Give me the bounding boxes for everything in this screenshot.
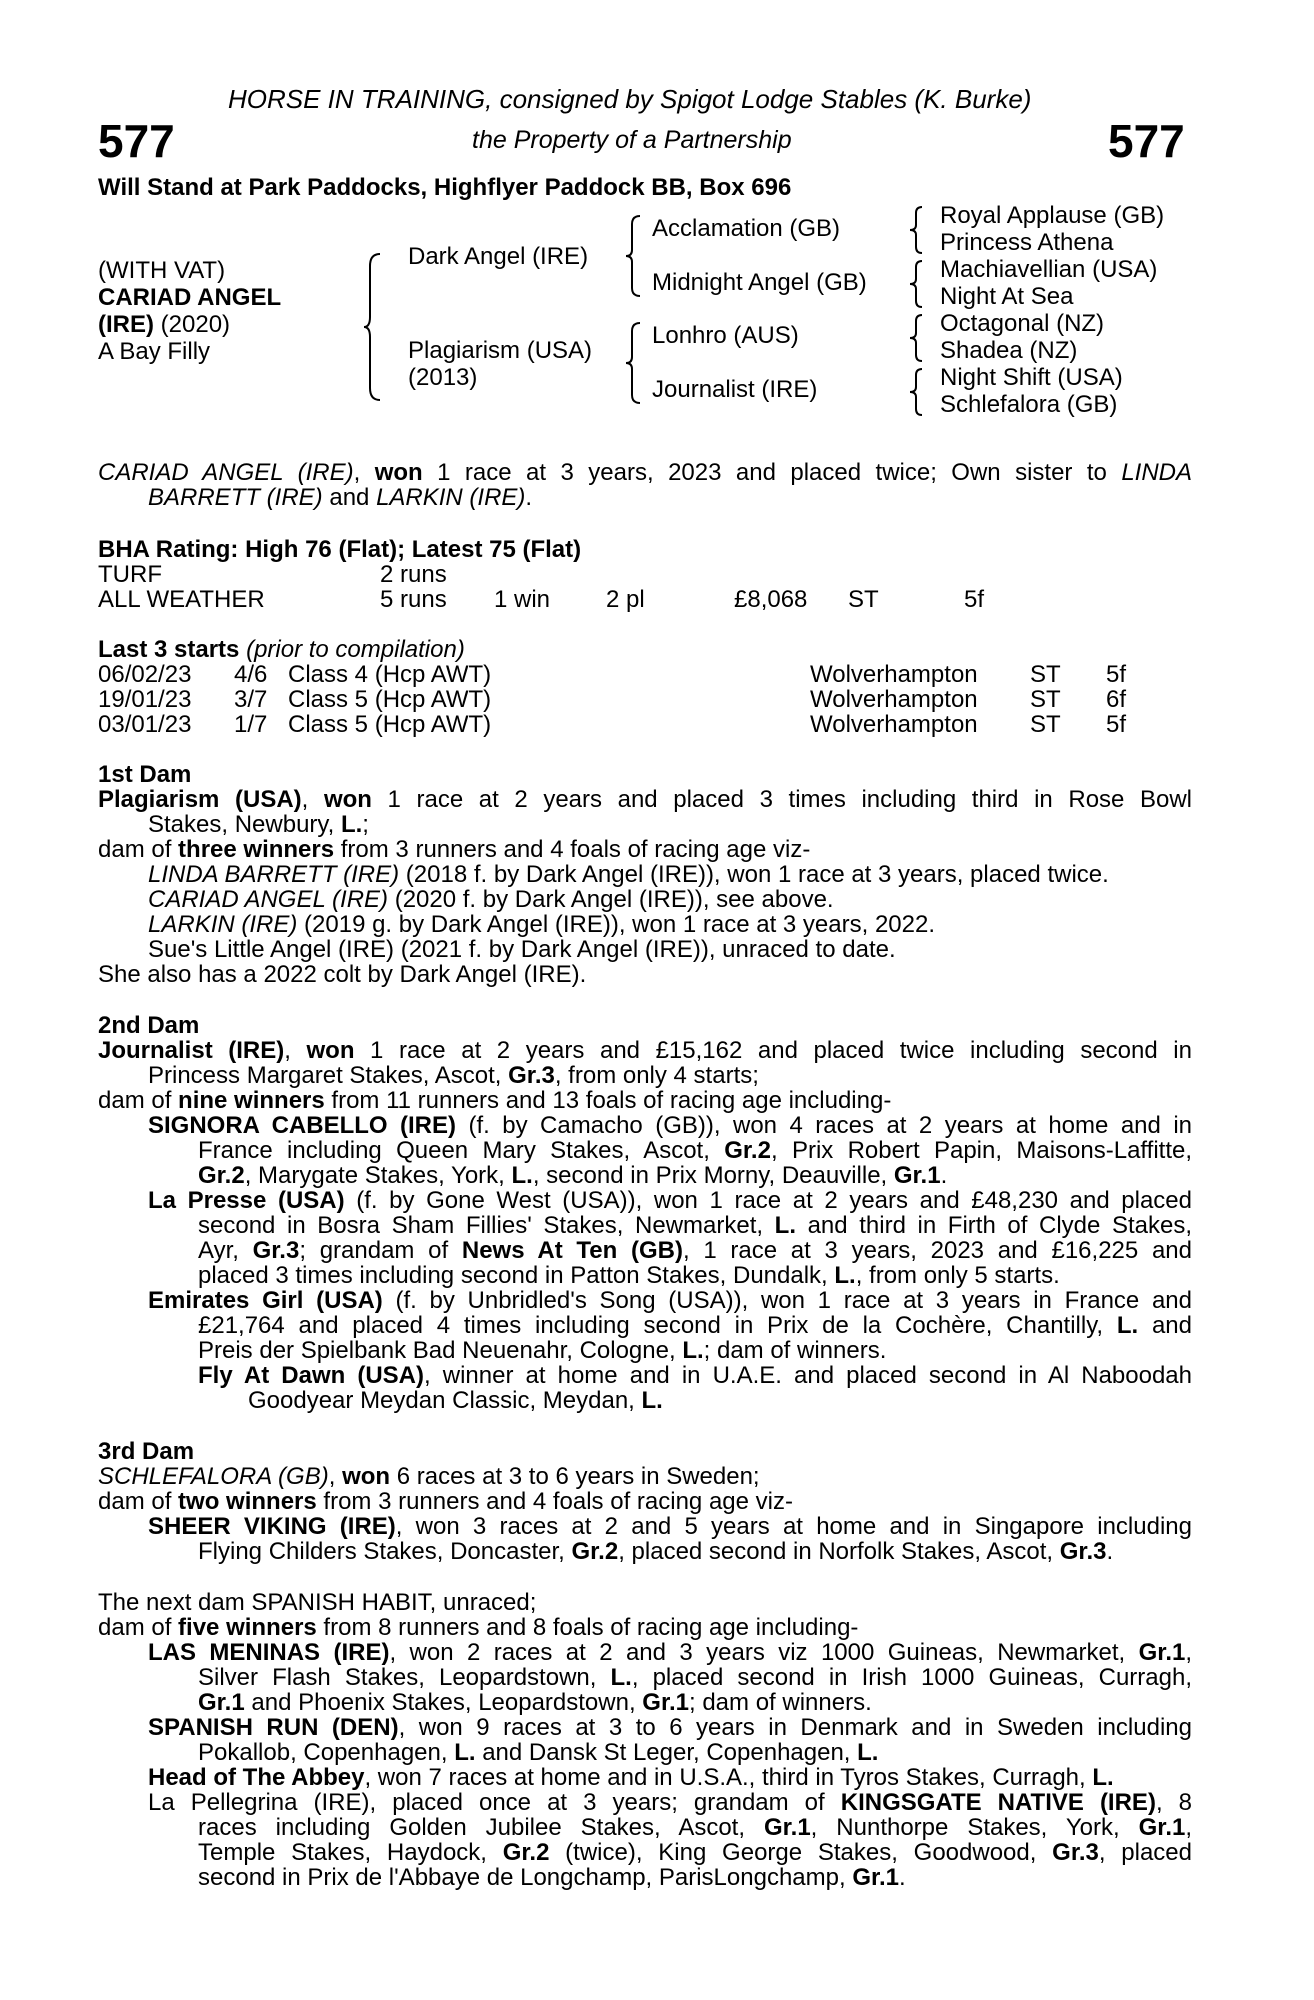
brace-gen3-1 [908,205,924,255]
summary-line-2: BARRETT (IRE) and LARKIN (IRE). [148,484,533,511]
dam2-produce: Emirates Girl (USA) (f. by Unbridled's Song (USA)), won 1 race at 3 years in France and [148,1287,1192,1314]
brace-gen2-dam [624,321,642,405]
dam2-line: Princess Margaret Stakes, Ascot, Gr.3, from only 4 starts; [148,1062,759,1089]
gen4-name: Princess Athena [940,229,1114,256]
sire-name: Dark Angel (IRE) [408,243,589,270]
gen4-name: Shadea (NZ) [940,337,1078,364]
brace-gen1 [362,252,384,402]
dam4-produce: races including Golden Jubilee Stakes, Ascot, Gr.1, Nunthorpe Stakes, York, Gr.1, [198,1814,1193,1841]
dam4-produce: Head of The Abbey, won 7 races at home and in U.S.A., third in Tyros Stakes, Curragh, L. [148,1764,1114,1791]
gen4-name: Octagonal (NZ) [940,310,1105,337]
horse-name: CARIAD ANGEL [98,284,282,311]
dam1-line: dam of three winners from 3 runners and 4 foals of racing age viz- [98,836,811,863]
dam4-produce: Pokallob, Copenhagen, L. and Dansk St Leger, Copenhagen, L. [198,1739,879,1766]
dam-dam-name: Journalist (IRE) [652,376,818,403]
dam1-produce: LINDA BARRETT (IRE) (2018 f. by Dark Angel (IRE)), won 1 race at 3 years, placed twice. [148,861,1109,888]
dam-year: (2013) [408,364,478,391]
dam4-produce: Gr.1 and Phoenix Stakes, Leopardstown, Gr.1; dam of winners. [198,1689,872,1716]
dam3-line: dam of two winners from 3 runners and 4 foals of racing age viz- [98,1488,793,1515]
dam4-produce: second in Prix de l'Abbaye de Longchamp, ParisLongchamp, Gr.1. [198,1864,906,1891]
horse-name-line2 [98,311,230,338]
lot-number-left: 577 [98,115,175,167]
dam4-produce: LAS MENINAS (IRE), won 2 races at 2 and 3 years viz 1000 Guineas, Newmarket, Gr.1, [148,1639,1193,1666]
dam2-produce: Goodyear Meydan Classic, Meydan, L. [248,1387,663,1414]
dam4-line: The next dam SPANISH HABIT, unraced; [98,1589,537,1616]
owner-line: the Property of a Partnership [472,126,792,154]
dam4-produce: Temple Stakes, Haydock, Gr.2 (twice), King George Stakes, Goodwood, Gr.3, placed [198,1839,1193,1866]
horse-year: (2020) [154,311,231,338]
dam2-produce: £21,764 and placed 4 times including second in Prix de la Cochère, Chantilly, L. and [198,1312,1192,1339]
gen4-name: Night Shift (USA) [940,364,1123,391]
dam2-produce: France including Queen Mary Stakes, Ascot, Gr.2, Prix Robert Papin, Maisons-Laffitte, [198,1137,1192,1164]
dam2-produce: Ayr, Gr.3; grandam of News At Ten (GB), 1 race at 3 years, 2023 and £16,225 and [198,1237,1192,1264]
dam3-produce: SHEER VIKING (IRE), won 3 races at 2 and 5 years at home and in Singapore including [148,1513,1192,1540]
rating-title: BHA Rating: High 76 (Flat); Latest 75 (Flat) [98,536,582,563]
dam4-produce: SPANISH RUN (DEN), won 9 races at 3 to 6 years in Denmark and in Sweden including [148,1714,1192,1741]
dam2-produce: placed 3 times including second in Patton Stakes, Dundalk, L., from only 5 starts. [198,1262,1060,1289]
dam3-produce: Flying Childers Stakes, Doncaster, Gr.2, placed second in Norfolk Stakes, Ascot, Gr.3. [198,1538,1114,1565]
dam2-produce: Gr.2, Marygate Stakes, York, L., second in Prix Morny, Deauville, Gr.1. [198,1162,948,1189]
dam2-produce: SIGNORA CABELLO (IRE) (f. by Camacho (GB)), won 4 races at 2 years at home and in [148,1112,1192,1139]
summary-line-1: CARIAD ANGEL (IRE), won 1 race at 3 years, 2023 and placed twice; Own sister to LINDA [98,459,1193,486]
dam2-heading: 2nd Dam [98,1012,200,1039]
gen4-name: Royal Applause (GB) [940,202,1165,229]
sire-dam-name: Midnight Angel (GB) [652,269,867,296]
horse-description: A Bay Filly [98,338,211,365]
vat-label: (WITH VAT) [98,257,226,284]
dam1-heading: 1st Dam [98,761,192,788]
gen4-name: Machiavellian (USA) [940,256,1158,283]
dam2-produce: Fly At Dawn (USA), winner at home and in U.A.E. and placed second in Al Naboodah [198,1362,1192,1389]
consignment-line: HORSE IN TRAINING, consigned by Spigot Lodge Stables (K. Burke) [228,84,1032,114]
dam1-line: She also has a 2022 colt by Dark Angel (IRE). [98,961,587,988]
last-starts-title: Last 3 starts (prior to compilation) [98,636,465,663]
dam2-produce: second in Bosra Sham Fillies' Stakes, Newmarket, L. and third in Firth of Clyde Stakes, [198,1212,1193,1239]
dam1-produce: LARKIN (IRE) (2019 g. by Dark Angel (IRE)), won 1 race at 3 years, 2022. [148,911,936,938]
dam1-produce: CARIAD ANGEL (IRE) (2020 f. by Dark Angel (IRE)), see above. [148,886,834,913]
lot-number-right: 577 [1108,115,1185,167]
brace-gen3-3 [908,313,924,363]
dam2-line: dam of nine winners from 11 runners and 13 foals of racing age including- [98,1087,892,1114]
dam2-produce: Preis der Spielbank Bad Neuenahr, Cologne, L.; dam of winners. [198,1337,887,1364]
dam1-line: Stakes, Newbury, L.; [148,811,369,838]
gen4-name: Night At Sea [940,283,1074,310]
dam-name: Plagiarism (USA) [408,337,593,364]
dam1-produce: Sue's Little Angel (IRE) (2021 f. by Dark Angel (IRE)), unraced to date. [148,936,896,963]
brace-gen3-2 [908,259,924,309]
dam4-produce: Silver Flash Stakes, Leopardstown, L., placed second in Irish 1000 Guineas, Curragh, [198,1664,1192,1691]
dam1-line: Plagiarism (USA), won 1 race at 2 years and placed 3 times including third in Rose Bowl [98,786,1193,813]
dam-sire-name: Lonhro (AUS) [652,322,799,349]
horse-country: (IRE) [98,311,154,338]
gen4-name: Schlefalora (GB) [940,391,1118,418]
sire-sire-name: Acclamation (GB) [652,215,841,242]
dam3-heading: 3rd Dam [98,1438,195,1465]
brace-gen3-4 [908,367,924,417]
dam4-produce: La Pellegrina (IRE), placed once at 3 years; grandam of KINGSGATE NATIVE (IRE), 8 [148,1789,1192,1816]
brace-gen2-sire [624,214,642,298]
dam2-produce: La Presse (USA) (f. by Gone West (USA)), won 1 race at 2 years and £48,230 and placed [148,1187,1192,1214]
dam2-line: Journalist (IRE), won 1 race at 2 years and £15,162 and placed twice including second in [98,1037,1192,1064]
dam3-line: SCHLEFALORA (GB), won 6 races at 3 to 6 years in Sweden; [98,1463,760,1490]
stand-line: Will Stand at Park Paddocks, Highflyer Paddock BB, Box 696 [98,174,792,201]
dam4-line: dam of five winners from 8 runners and 8 foals of racing age including- [98,1614,859,1641]
